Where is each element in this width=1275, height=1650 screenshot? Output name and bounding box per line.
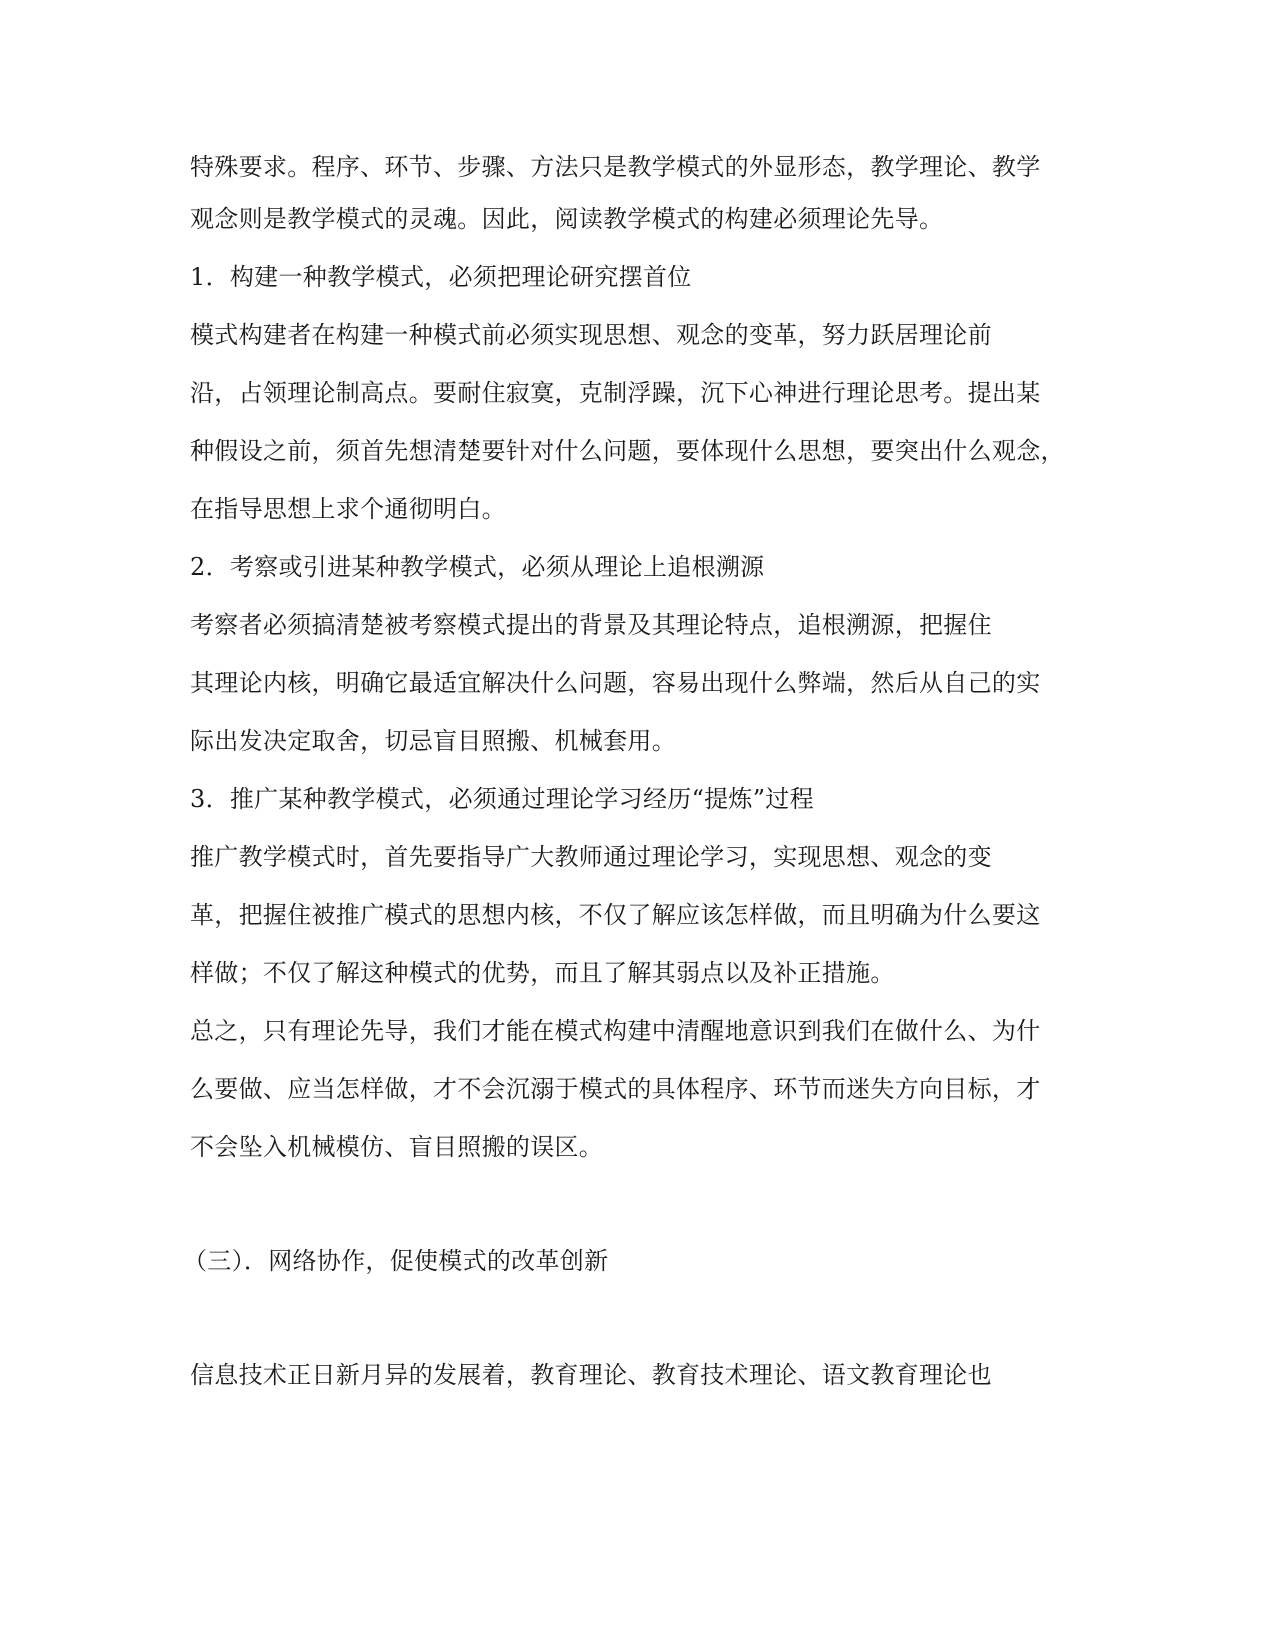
body-text-line: 革，把握住被推广模式的思想内核，不仅了解应该怎样做，而且明确为什么要这 <box>190 901 1041 929</box>
body-text-line: 观念则是教学模式的灵魂。因此，阅读教学模式的构建必须理论先导。 <box>190 205 944 233</box>
body-text-line: 么要做、应当怎样做，才不会沉溺于模式的具体程序、环节而迷失方向目标，才 <box>190 1075 1041 1103</box>
body-text-line: 沿，占领理论制高点。要耐住寂寞，克制浮躁，沉下心神进行理论思考。提出某 <box>190 379 1041 407</box>
numbered-heading-3: 3．推广某种教学模式，必须通过理论学习经历“提炼”过程 <box>190 785 814 813</box>
body-text-line: 模式构建者在构建一种模式前必须实现思想、观念的变革，努力跃居理论前 <box>190 321 992 349</box>
body-text-line: 其理论内核，明确它最适宜解决什么问题，容易出现什么弊端，然后从自己的实 <box>190 669 1041 697</box>
body-text-line: 样做；不仅了解这种模式的优势，而且了解其弱点以及补正措施。 <box>190 959 895 987</box>
body-text-line: 种假设之前，须首先想清楚要针对什么问题，要体现什么思想，要突出什么观念， <box>190 437 1065 465</box>
numbered-heading-1: 1．构建一种教学模式，必须把理论研究摆首位 <box>190 263 692 291</box>
body-text-line: 际出发决定取舍，切忌盲目照搬、机械套用。 <box>190 727 676 755</box>
body-text-line: 总之，只有理论先导，我们才能在模式构建中清醒地意识到我们在做什么、为什 <box>190 1017 1041 1045</box>
body-text-line: 不会坠入机械模仿、盲目照搬的误区。 <box>190 1133 604 1161</box>
body-text-line: 特殊要求。程序、环节、步骤、方法只是教学模式的外显形态，教学理论、教学 <box>190 153 1041 181</box>
body-text-line: 考察者必须搞清楚被考察模式提出的背景及其理论特点，追根溯源，把握住 <box>190 611 992 639</box>
body-text-line: 在指导思想上求个通彻明白。 <box>190 495 506 523</box>
body-text-line: 信息技术正日新月异的发展着，教育理论、教育技术理论、语文教育理论也 <box>190 1361 992 1389</box>
body-text-line: 推广教学模式时，首先要指导广大教师通过理论学习，实现思想、观念的变 <box>190 843 992 871</box>
section-heading: （三）．网络协作，促使模式的改革创新 <box>183 1247 609 1275</box>
numbered-heading-2: 2．考察或引进某种教学模式，必须从理论上追根溯源 <box>190 553 765 581</box>
